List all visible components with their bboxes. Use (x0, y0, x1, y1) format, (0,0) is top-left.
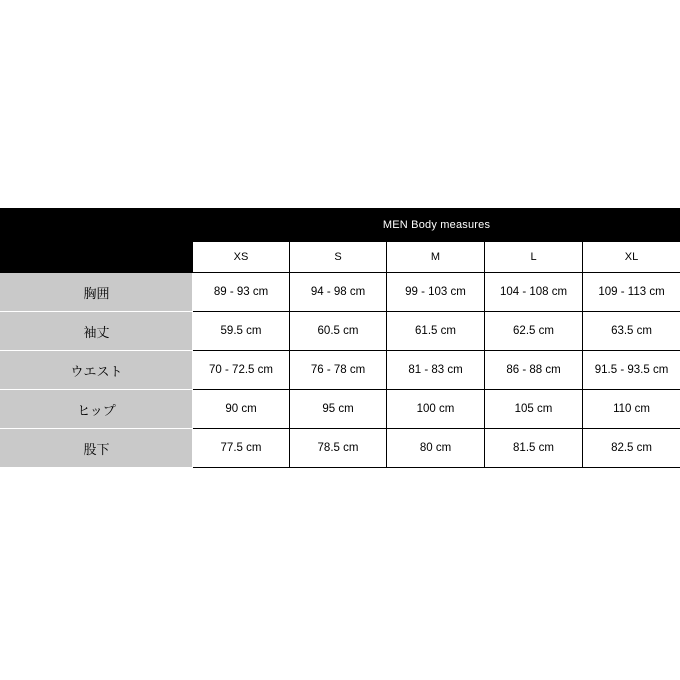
cell-sleeve-xs: 59.5 cm (193, 312, 290, 351)
cell-hip-m: 100 cm (387, 390, 485, 429)
size-chart-container (0, 208, 680, 468)
cell-chest-xs: 89 - 93 cm (193, 273, 290, 312)
size-header-m: M (387, 242, 485, 273)
row-label-inseam: 股下 (1, 429, 193, 468)
cell-inseam-xl: 82.5 cm (583, 429, 680, 468)
cell-hip-l: 105 cm (485, 390, 583, 429)
table-header-row (1, 242, 680, 273)
cell-waist-xl: 91.5 - 93.5 cm (583, 351, 680, 390)
cell-chest-l: 104 - 108 cm (485, 273, 583, 312)
cell-chest-xl: 109 - 113 cm (583, 273, 680, 312)
size-header-xl: XL (583, 242, 680, 273)
cell-inseam-s: 78.5 cm (290, 429, 387, 468)
row-label-waist: ウエスト (1, 351, 193, 390)
header-corner-cell (1, 242, 193, 273)
cell-chest-m: 99 - 103 cm (387, 273, 485, 312)
cell-waist-xs: 70 - 72.5 cm (193, 351, 290, 390)
table-row (1, 429, 680, 468)
table-row (1, 273, 680, 312)
table-title: MEN Body measures (193, 209, 680, 242)
row-label-hip: ヒップ (1, 390, 193, 429)
size-header-xs: XS (193, 242, 290, 273)
size-header-l: L (485, 242, 583, 273)
table-row (1, 351, 680, 390)
cell-hip-xs: 90 cm (193, 390, 290, 429)
row-label-sleeve: 袖丈 (1, 312, 193, 351)
cell-waist-s: 76 - 78 cm (290, 351, 387, 390)
cell-hip-s: 95 cm (290, 390, 387, 429)
cell-hip-xl: 110 cm (583, 390, 680, 429)
title-corner-cell (1, 209, 193, 242)
table-row (1, 312, 680, 351)
table-row (1, 390, 680, 429)
cell-inseam-l: 81.5 cm (485, 429, 583, 468)
cell-inseam-xs: 77.5 cm (193, 429, 290, 468)
table-title-row (1, 209, 680, 242)
cell-waist-m: 81 - 83 cm (387, 351, 485, 390)
cell-waist-l: 86 - 88 cm (485, 351, 583, 390)
cell-sleeve-xl: 63.5 cm (583, 312, 680, 351)
cell-sleeve-m: 61.5 cm (387, 312, 485, 351)
cell-sleeve-s: 60.5 cm (290, 312, 387, 351)
row-label-chest: 胸囲 (1, 273, 193, 312)
size-header-s: S (290, 242, 387, 273)
cell-inseam-m: 80 cm (387, 429, 485, 468)
body-measures-table (0, 208, 680, 468)
cell-sleeve-l: 62.5 cm (485, 312, 583, 351)
cell-chest-s: 94 - 98 cm (290, 273, 387, 312)
